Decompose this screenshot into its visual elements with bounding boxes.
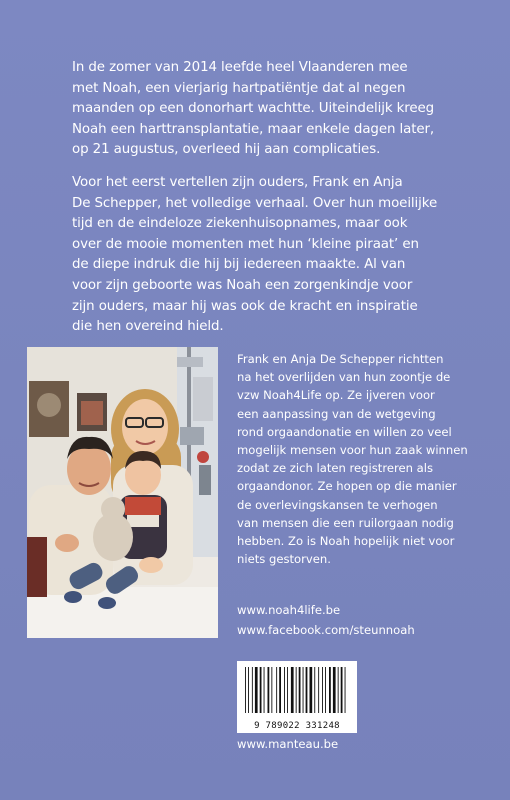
story-paragraph: Voor het eerst vertellen zijn ouders, Frank en Anja De Schepper, het volledige verhaal. Over hun moeilijke tijd en de eindeloze ziekenhuisopnames, maar ook over de mooie momenten met hun ‘kleine piraat’ en de diepe indruk die hij bij iedereen maakte. Al van voor zijn geboorte was Noah een zorgenkindje voor zijn ouders, maar hij was ook de kracht en inspiratie die hen overeind hield. bbox=[72, 175, 438, 335]
barcode-bars bbox=[237, 661, 357, 717]
intro-paragraph: In de zomer van 2014 leefde heel Vlaanderen mee met Noah, een vierjarig hartpatiëntje dat al negen maanden op een donorhart wachtte. Uiteindelijk kreeg Noah een harttransplantatie, maar enkele dagen later, op 21 augustus, overleed hij aan complicaties. bbox=[72, 60, 435, 158]
facebook-link[interactable]: www.facebook.com/steunnoah bbox=[237, 623, 415, 637]
website-link[interactable]: www.noah4life.be bbox=[237, 603, 341, 617]
family-photo bbox=[27, 347, 218, 638]
isbn-number: 9 789022 331248 bbox=[254, 721, 340, 731]
publisher-link[interactable]: www.manteau.be bbox=[237, 737, 339, 751]
foundation-paragraph: Frank en Anja De Schepper richtten na het overlijden van hun zoontje de vzw Noah4Life op. Ze ijveren voor een aanpassing van de wetgeving rond orgaandonatie en willen zo veel mogelijk mensen voor hun zaak winnen zodat ze zich laten registreren als orgaandonor. Ze hopen op die manier de overlevingskansen te verhogen van mensen die een ruilorgaan nodig hebben. Zo is Noah hopelijk niet voor niets gestorven. bbox=[237, 352, 468, 567]
barcode bbox=[237, 661, 357, 733]
